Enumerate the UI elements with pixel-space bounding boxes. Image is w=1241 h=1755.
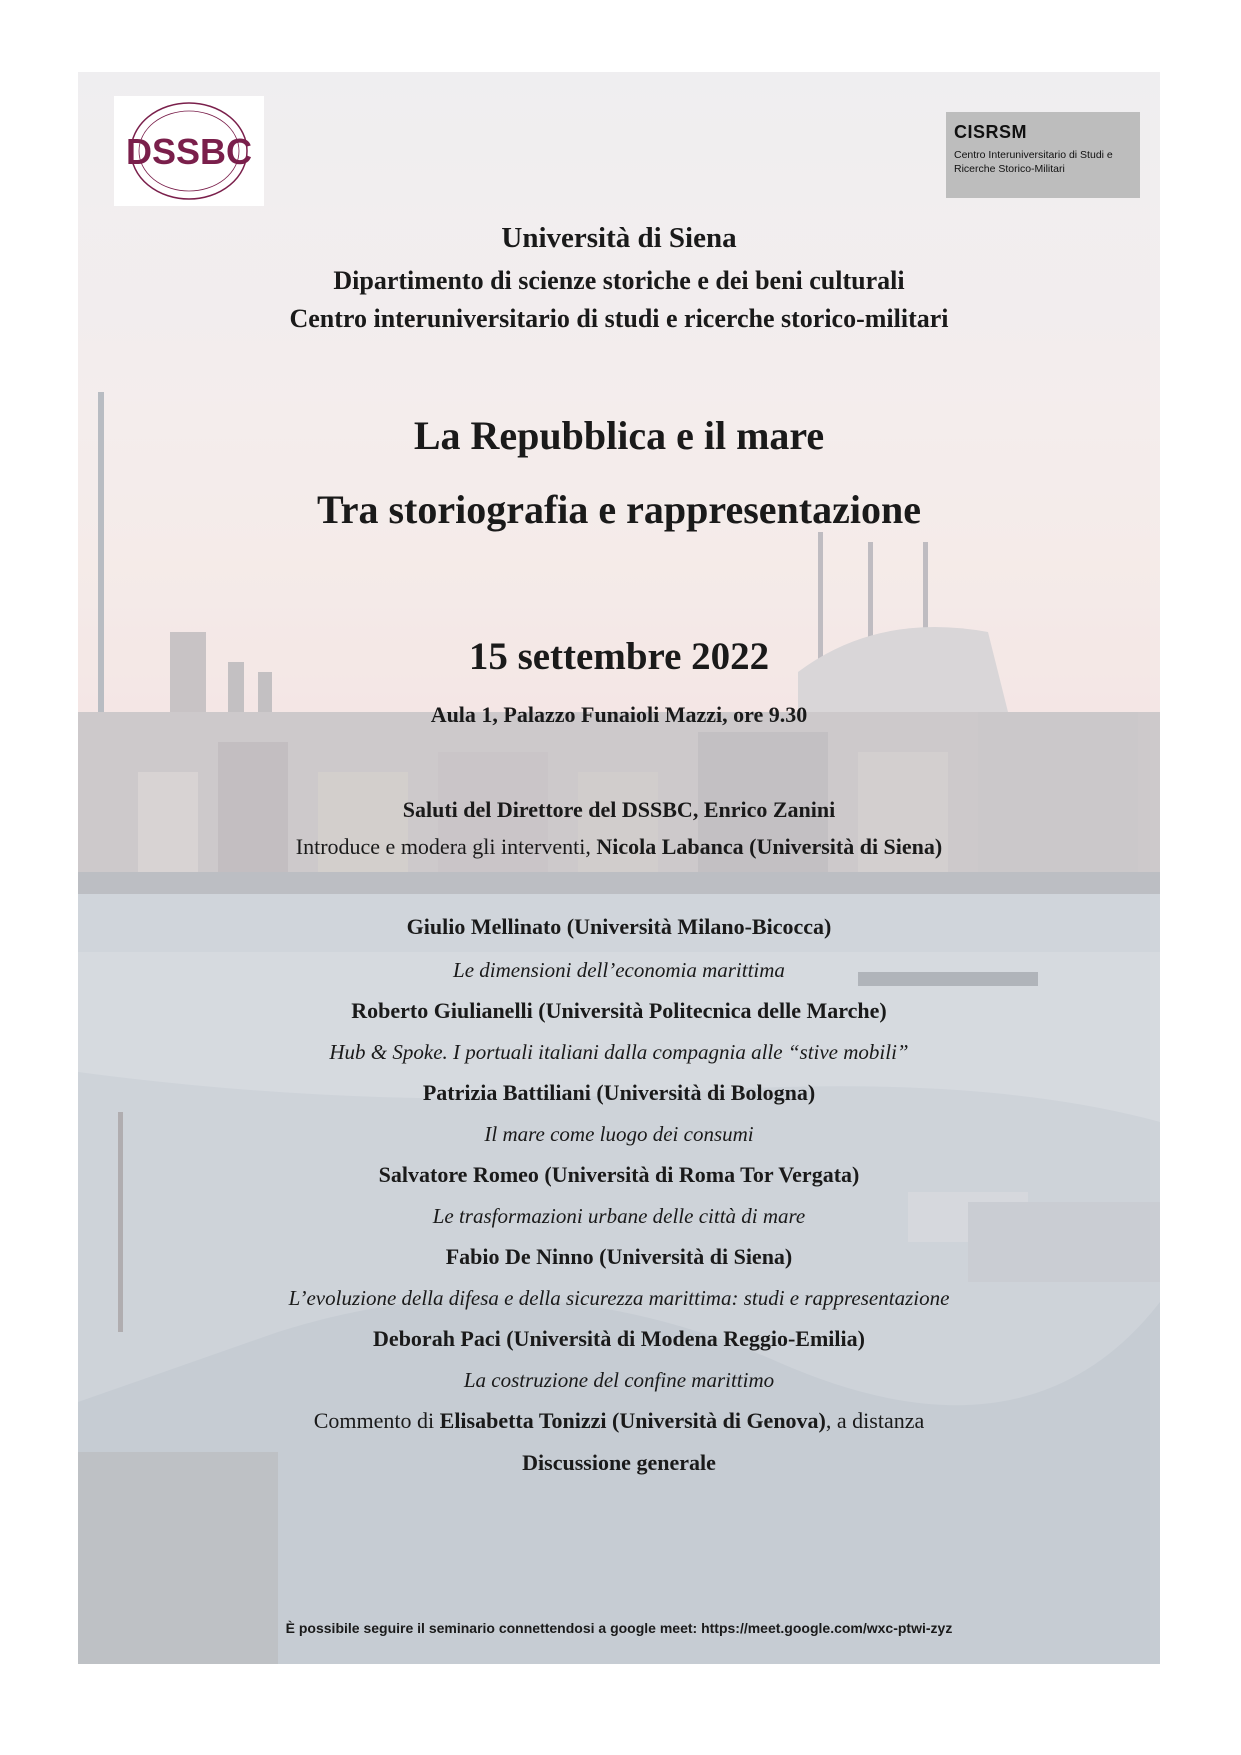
comment-name: Elisabetta Tonizzi (Università di Genova) bbox=[439, 1408, 826, 1433]
moderator-prefix: Introduce e modera gli interventi, bbox=[295, 834, 597, 859]
closing-discussion: Discussione generale bbox=[522, 1450, 716, 1475]
cisrsm-logo bbox=[946, 112, 1140, 198]
comment-line bbox=[78, 1408, 1160, 1434]
talk-topic: La costruzione del confine marittimo bbox=[463, 1368, 775, 1392]
centre-name: Centro interuniversitario di studi e ricerche storico-militari bbox=[289, 304, 949, 333]
talk-speaker: Giulio Mellinato (Università Milano-Bicocca) bbox=[406, 914, 832, 939]
comment-suffix: , a distanza bbox=[825, 1408, 925, 1433]
dssbc-logo bbox=[114, 96, 264, 206]
cisrsm-logo-subtitle: Centro Interuniversitario di Studi e Ricerche Storico-Militari bbox=[954, 149, 1113, 175]
event-date: 15 settembre 2022 bbox=[468, 635, 770, 678]
department-name: Dipartimento di scienze storiche e dei beni culturali bbox=[333, 266, 905, 295]
talk-speaker: Salvatore Romeo (Università di Roma Tor Vergata) bbox=[378, 1162, 860, 1187]
welcome-prefix: Saluti del Direttore del DSSBC bbox=[402, 797, 693, 822]
cisrsm-logo-title: CISRSM bbox=[954, 122, 1028, 142]
dssbc-logo-text: DSSBC bbox=[125, 131, 253, 172]
event-subtitle: Tra storiografia e rappresentazione bbox=[317, 487, 921, 532]
talk-speaker: Deborah Paci (Università di Modena Reggio-Emilia) bbox=[373, 1326, 865, 1351]
event-poster bbox=[78, 72, 1160, 1664]
talk-speaker: Fabio De Ninno (Università di Siena) bbox=[445, 1244, 793, 1269]
event-title: La Repubblica e il mare bbox=[413, 413, 825, 458]
university-name: Università di Siena bbox=[501, 222, 737, 254]
talk-topic: Le dimensioni dell’economia marittima bbox=[453, 958, 785, 982]
talk-topic: Il mare come luogo dei consumi bbox=[484, 1122, 754, 1146]
talk-topic: L’evoluzione della difesa e della sicurezza marittima: studi e rappresentazione bbox=[288, 1286, 950, 1310]
welcome-line bbox=[78, 797, 1160, 823]
talk-topic: Le trasformazioni urbane delle città di mare bbox=[432, 1204, 806, 1228]
meet-link-footer: È possibile seguire il seminario connettendosi a google meet: https://meet.google.com/wxc-ptwi-zyz bbox=[285, 1620, 953, 1636]
dssbc-seal-icon bbox=[114, 96, 264, 206]
moderator-line bbox=[78, 834, 1160, 860]
moderator-name: Nicola Labanca (Università di Siena) bbox=[596, 834, 943, 859]
event-venue: Aula 1, Palazzo Funaioli Mazzi, ore 9.30 bbox=[430, 702, 808, 727]
talk-topic: Hub & Spoke. I portuali italiani dalla compagnia alle “stive mobili” bbox=[329, 1040, 909, 1064]
welcome-name: , Enrico Zanini bbox=[692, 797, 836, 822]
talk-speaker: Roberto Giulianelli (Università Politecnica delle Marche) bbox=[351, 998, 887, 1023]
comment-prefix: Commento di bbox=[313, 1408, 440, 1433]
talk-speaker: Patrizia Battiliani (Università di Bologna) bbox=[422, 1080, 816, 1105]
